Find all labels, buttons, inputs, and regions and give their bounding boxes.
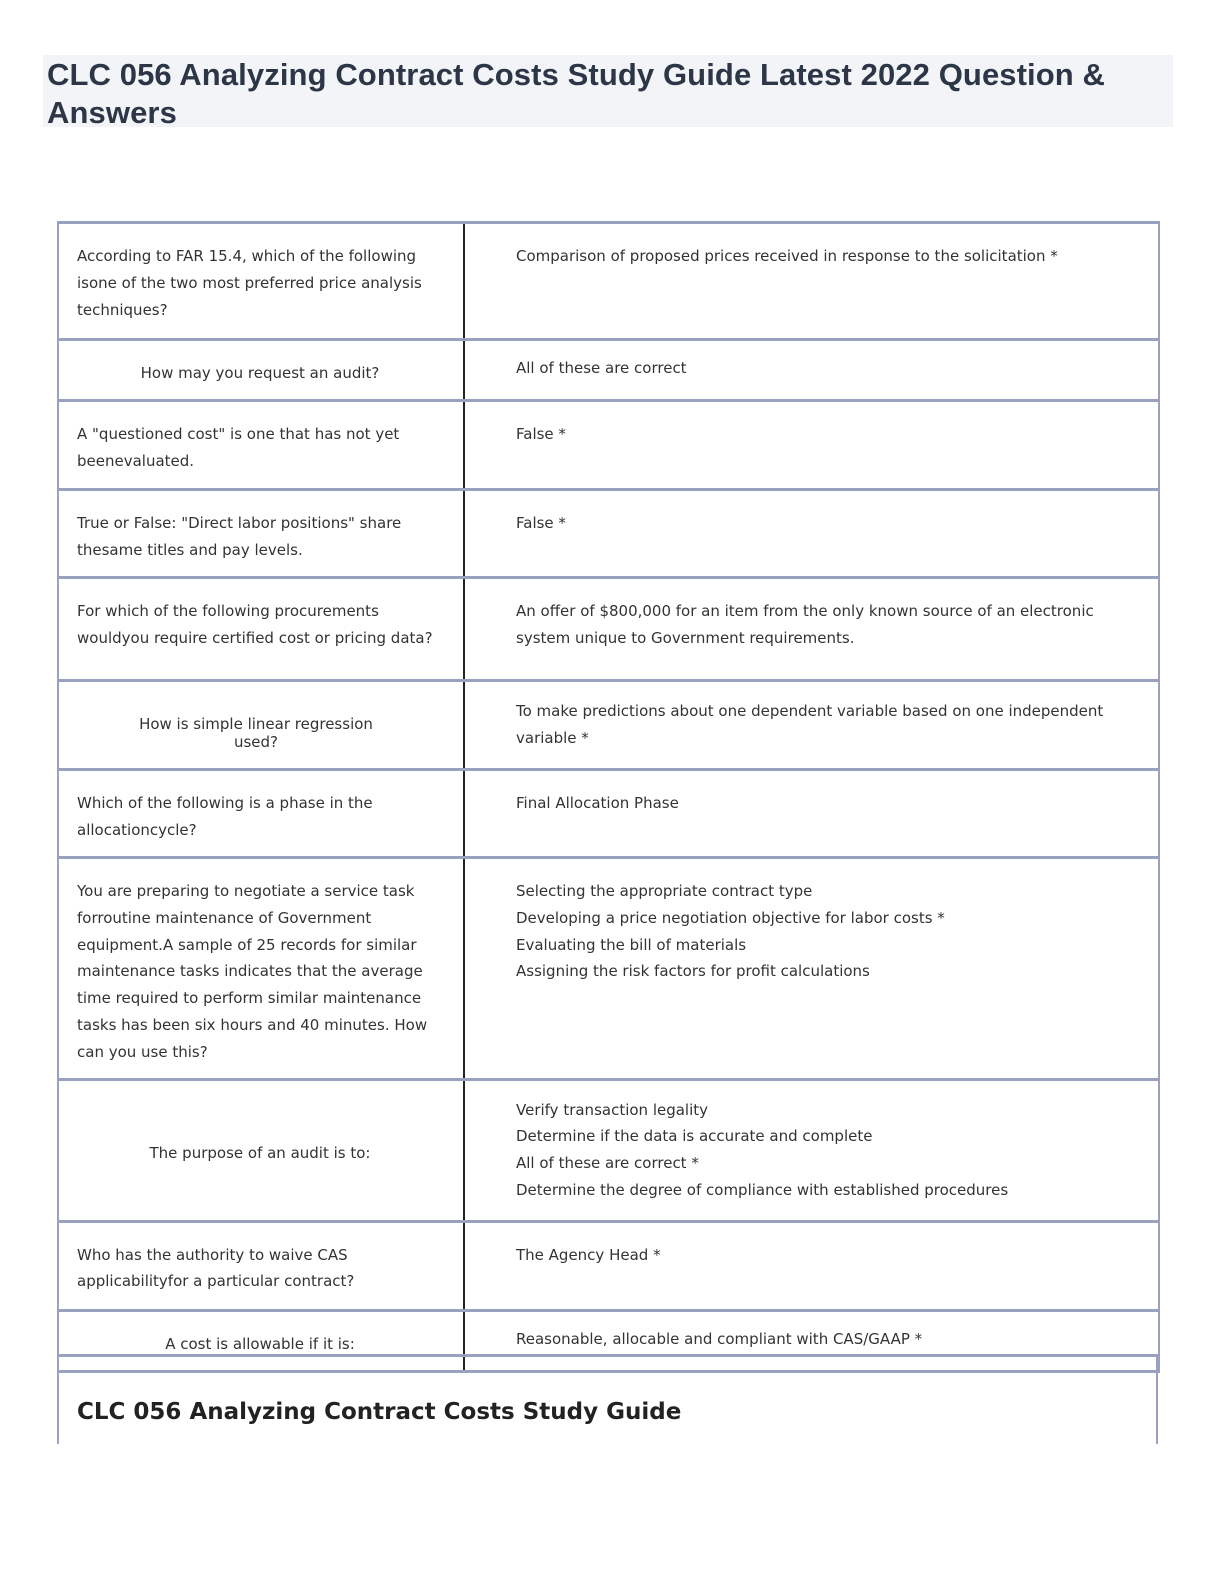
table-row (58, 1221, 1159, 1310)
answer-line: Comparison of proposed prices received in response to the solicitation * (516, 247, 1058, 265)
answer-cell (464, 1079, 1159, 1221)
question-cell: For which of the following procurements wouldyou require certified cost or pricing data? (58, 578, 464, 681)
table-row (58, 340, 1159, 401)
answer-line: False * (516, 425, 566, 443)
answer-line: Evaluating the bill of materials (516, 935, 747, 954)
answer-cell (464, 490, 1159, 578)
question-cell: The purpose of an audit is to: (58, 1079, 464, 1221)
answer-line: Determine if the data is accurate and complete (516, 1127, 873, 1146)
table-row (58, 578, 1159, 681)
qa-table (57, 221, 1160, 1373)
table-row (58, 770, 1159, 858)
answer-line: Assigning the risk factors for profit calculations (516, 962, 870, 981)
table-row (58, 681, 1159, 770)
answer-line: The Agency Head * (516, 1245, 661, 1264)
table-row (58, 223, 1159, 340)
footer-section (57, 1354, 1158, 1444)
answer-line: All of these are correct * (516, 1154, 699, 1173)
question-cell: How may you request an audit? (58, 340, 464, 401)
question-cell: Which of the following is a phase in the allocationcycle? (58, 770, 464, 858)
question-cell: A cost is allowable if it is: (58, 1310, 464, 1371)
question-cell (58, 681, 464, 770)
title-banner (43, 55, 1173, 130)
answer-line: Developing a price negotiation objective for labor costs * (516, 908, 945, 927)
answer-line: False * (516, 514, 566, 532)
question-cell: Who has the authority to waive CAS applicabilityfor a particular contract? (58, 1221, 464, 1310)
question-cell: A "questioned cost" is one that has not yet beenevaluated. (58, 401, 464, 490)
answer-cell (464, 681, 1159, 770)
table-row (58, 858, 1159, 1080)
answer-line: All of these are correct (516, 359, 687, 377)
answer-cell (464, 401, 1159, 490)
answer-line: Selecting the appropriate contract type (516, 882, 813, 900)
question-cell: According to FAR 15.4, which of the following isone of the two most preferred price analysis techniques? (58, 223, 464, 340)
answer-cell (464, 340, 1159, 401)
footer-heading: CLC 056 Analyzing Contract Costs Study Guide (77, 1399, 682, 1425)
answer-cell (464, 578, 1159, 681)
answer-line: Determine the degree of compliance with established procedures (516, 1180, 1009, 1199)
answer-line: Final Allocation Phase (516, 794, 679, 812)
document-title: CLC 056 Analyzing Contract Costs Study Guide Latest 2022 Question & Answers (47, 57, 1106, 130)
question-cell: True or False: "Direct labor positions" share thesame titles and pay levels. (58, 490, 464, 578)
question-cell: You are preparing to negotiate a service task forroutine maintenance of Government equipment.A sample of 25 records for similar maintenance tasks indicates that the average time required to perform similar maintenance tasks has been six hours and 40 minutes. How can you use this? (58, 858, 464, 1080)
answer-cell (464, 770, 1159, 858)
question-text: How is simple linear regression used? (139, 715, 373, 751)
answer-line: Verify transaction legality (516, 1100, 709, 1119)
answer-cell (464, 858, 1159, 1080)
answer-line: To make predictions about one dependent variable based on one independent variable * (516, 702, 1104, 747)
answer-line: An offer of $800,000 for an item from the only known source of an electronic system unique to Government requirements. (516, 602, 1094, 647)
table-row (58, 490, 1159, 578)
answer-cell (464, 223, 1159, 340)
answer-cell (464, 1221, 1159, 1310)
table-row (58, 401, 1159, 490)
table-row (58, 1079, 1159, 1221)
answer-line: Reasonable, allocable and compliant with CAS/GAAP * (516, 1329, 923, 1348)
